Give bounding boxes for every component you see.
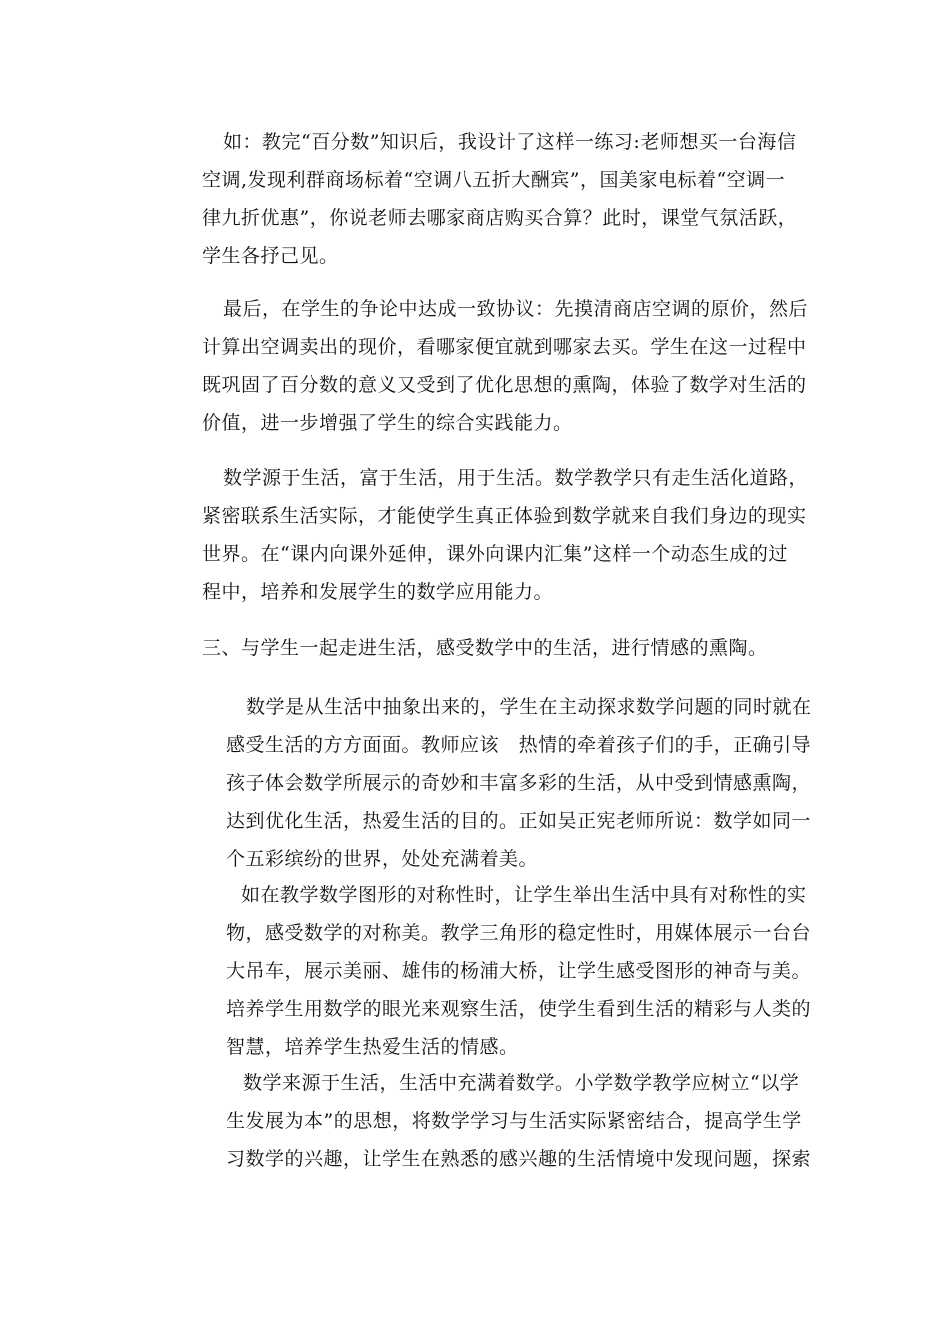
paragraph-5-line-2: 大吊车，展示美丽、雄伟的杨浦大桥，让学生感受图形的神奇与美。 [226, 960, 812, 982]
paragraph-0-line-3: 学生各抒己见。 [202, 245, 339, 267]
paragraph-5-line-3: 培养学生用数学的眼光来观察生活，使学生看到生活的精彩与人类的 [226, 998, 812, 1020]
paragraph-1-line-1: 计算出空调卖出的现价，看哪家便宜就到哪家去买。学生在这一过程中 [202, 336, 807, 358]
paragraph-6-line-2: 习数学的兴趣，让学生在熟悉的感兴趣的生活情境中发现问题，探索 [226, 1148, 812, 1170]
paragraph-0-line-2: 律九折优惠”，你说老师去哪家商店购买合算？此时，课堂气氛活跃， [202, 207, 798, 229]
paragraph-1-line-0: 最后，在学生的争论中达成一致协议：先摸清商店空调的原价，然后 [223, 298, 809, 320]
paragraph-5-line-0: 如在教学数学图形的对称性时，让学生举出生活中具有对称性的实 [241, 884, 807, 906]
paragraph-2-line-2: 世界。在“课内向课外延伸，课外向课内汇集”这样一个动态生成的过 [202, 543, 788, 565]
paragraph-2-line-3: 程中，培养和发展学生的数学应用能力。 [202, 581, 554, 603]
paragraph-4-line-1: 感受生活的方方面面。教师应该 热情的牵着孩子们的手，正确引导 [226, 734, 812, 756]
paragraph-6-line-0: 数学来源于生活，生活中充满着数学。小学数学教学应树立“以学 [243, 1072, 800, 1094]
paragraph-4-line-2: 孩子体会数学所展示的奇妙和丰富多彩的生活，从中受到情感熏陶， [226, 772, 812, 794]
paragraph-4-line-0: 数学是从生活中抽象出来的，学生在主动探求数学问题的同时就在 [246, 696, 812, 718]
paragraph-1-line-3: 价值，进一步增强了学生的综合实践能力。 [202, 412, 573, 434]
paragraph-0-line-0: 如：教完“百分数”知识后，我设计了这样一练习:老师想买一台海信 [223, 131, 797, 153]
section-heading-3: 三、与学生一起走进生活，感受数学中的生活，进行情感的熏陶。 [202, 637, 768, 659]
paragraph-6-line-1: 生发展为本”的思想，将数学学习与生活实际紧密结合，提高学生学 [226, 1110, 802, 1132]
paragraph-0-line-1: 空调,发现利群商场标着“空调八五折大酬宾”，国美家电标着“空调一 [202, 169, 786, 191]
paragraph-2-line-1: 紧密联系生活实际，才能使学生真正体验到数学就来自我们身边的现实 [202, 505, 807, 527]
paragraph-2-line-0: 数学源于生活，富于生活，用于生活。数学教学只有走生活化道路， [223, 467, 809, 489]
paragraph-5-line-1: 物，感受数学的对称美。教学三角形的稳定性时，用媒体展示一台台 [226, 922, 812, 944]
paragraph-1-line-2: 既巩固了百分数的意义又受到了优化思想的熏陶，体验了数学对生活的 [202, 374, 807, 396]
paragraph-5-line-4: 智慧，培养学生热爱生活的情感。 [226, 1036, 519, 1058]
paragraph-4-line-3: 达到优化生活，热爱生活的目的。正如吴正宪老师所说：数学如同一 [226, 810, 812, 832]
paragraph-4-line-4: 个五彩缤纷的世界，处处充满着美。 [226, 848, 539, 870]
